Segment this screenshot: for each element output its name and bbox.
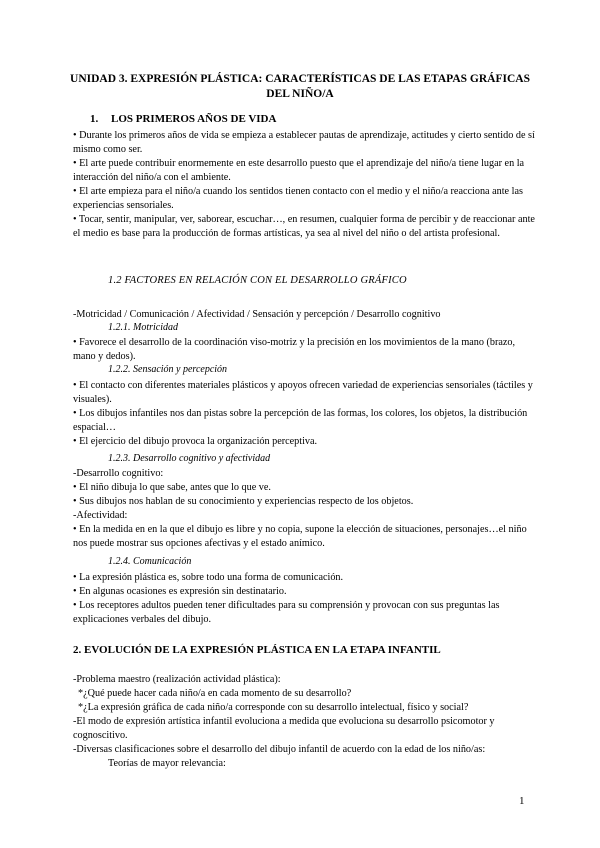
- bullet-paragraph: • Los receptores adultos pueden tener dificultades para su comprensión y provocan con sus preguntas las explicaciones verbales del dibujo.: [73, 600, 500, 625]
- question-2: *¿La expresión gráfica de cada niño/a corresponde con su desarrollo intelectual, físico y social?: [78, 702, 469, 713]
- section-1-title: LOS PRIMEROS AÑOS DE VIDA: [111, 113, 277, 125]
- problema-text: -Problema maestro (realización actividad plástica):: [73, 674, 281, 685]
- sensacion-heading: 1.2.2. Sensación y percepción: [108, 364, 228, 375]
- page-number: 1: [519, 795, 525, 807]
- bullet-paragraph: • En la medida en en la que el dibujo es libre y no copia, supone la elección de situaciones, personajes…el niño nos puede mostrar sus opciones afectivas y el estado anímico.: [73, 524, 527, 549]
- cognitivo-heading: 1.2.3. Desarrollo cognitivo y afectividad: [108, 453, 271, 464]
- section-1-bullets: [73, 129, 535, 241]
- bullet-paragraph: • El arte empieza para el niño/a cuando los sentidos tienen contacto con el medio y el niño/a reacciona ante las experiencias sensoriales.: [73, 186, 523, 211]
- bullet-paragraph: • El arte puede contribuir enormemente en este desarrollo puesto que el aprendizaje del niño/a tiene lugar en la interacción del niño/a con el ambiente.: [73, 158, 525, 183]
- question-1: *¿Qué puede hacer cada niño/a en cada momento de su desarrollo?: [78, 688, 352, 699]
- bullet-paragraph: • El ejercicio del dibujo provoca la organización perceptiva.: [73, 436, 318, 447]
- clasificaciones-text: -Diversas clasificaciones sobre el desarrollo del dibujo infantil de acuerdo con la edad de los niño/as:: [73, 744, 486, 755]
- subsection-1-2-heading: 1.2 FACTORES EN RELACIÓN CON EL DESARROLLO GRÁFICO: [108, 275, 407, 286]
- title-line-2: DEL NIÑO/A: [266, 88, 334, 100]
- afectividad-label: -Afectividad:: [73, 510, 128, 521]
- section-2-heading: 2. EVOLUCIÓN DE LA EXPRESIÓN PLÁSTICA EN LA ETAPA INFANTIL: [73, 644, 441, 656]
- cognitivo-label: -Desarrollo cognitivo:: [73, 468, 164, 479]
- bullet-paragraph: • La expresión plástica es, sobre todo una forma de comunicación.: [73, 572, 344, 583]
- title-line-1: UNIDAD 3. EXPRESIÓN PLÁSTICA: CARACTERÍSTICAS DE LAS ETAPAS GRÁFICAS: [70, 73, 530, 85]
- cognitivo-block: [73, 467, 535, 551]
- comunicacion-bullets: [73, 571, 535, 627]
- modo-text: -El modo de expresión artística infantil evoluciona a medida que evoluciona su desarrollo psicomotor y cognoscitivo.: [73, 716, 495, 741]
- factors-intro: -Motricidad / Comunicación / Afectividad / Sensación y percepción / Desarrollo cognitivo: [73, 309, 441, 320]
- bullet-paragraph: • Tocar, sentir, manipular, ver, saborear, escuchar…, en resumen, cualquier forma de percibir y de reaccionar ante el medio es base para la producción de formas artísticas, ya sea al nivel del niño o del artista profesional.: [73, 214, 535, 239]
- bullet-paragraph: • Durante los primeros años de vida se empieza a establecer pautas de aprendizaje, actitudes y cierto sentido de sí mismo como ser.: [73, 130, 535, 155]
- section-1-heading: [90, 113, 276, 125]
- motricidad-text: • Favorece el desarrollo de la coordinación viso-motriz y la precisión en los movimientos de la mano (brazo, mano y dedos).: [73, 337, 516, 362]
- section-2-body: [73, 673, 535, 771]
- bullet-paragraph: • El contacto con diferentes materiales plásticos y apoyos ofrecen variedad de experiencias sensoriales (táctiles y visuales).: [73, 380, 533, 405]
- comunicacion-heading: 1.2.4. Comunicación: [108, 556, 192, 567]
- sensacion-bullets: [73, 379, 535, 449]
- motricidad-heading: 1.2.1. Motricidad: [108, 322, 178, 333]
- bullet-paragraph: • El niño dibuja lo que sabe, antes que lo que ve.: [73, 482, 271, 493]
- bullet-paragraph: • En algunas ocasiones es expresión sin destinatario.: [73, 586, 287, 597]
- bullet-paragraph: • Sus dibujos nos hablan de su conocimiento y experiencias respecto de los objetos.: [73, 496, 414, 507]
- section-1-number: 1.: [90, 113, 99, 125]
- bullet-paragraph: • Los dibujos infantiles nos dan pistas sobre la percepción de las formas, los colores, los objetos, la distribución espacial…: [73, 408, 528, 433]
- teorias-text: Teorías de mayor relevancia:: [108, 758, 226, 769]
- document-title: [70, 72, 530, 102]
